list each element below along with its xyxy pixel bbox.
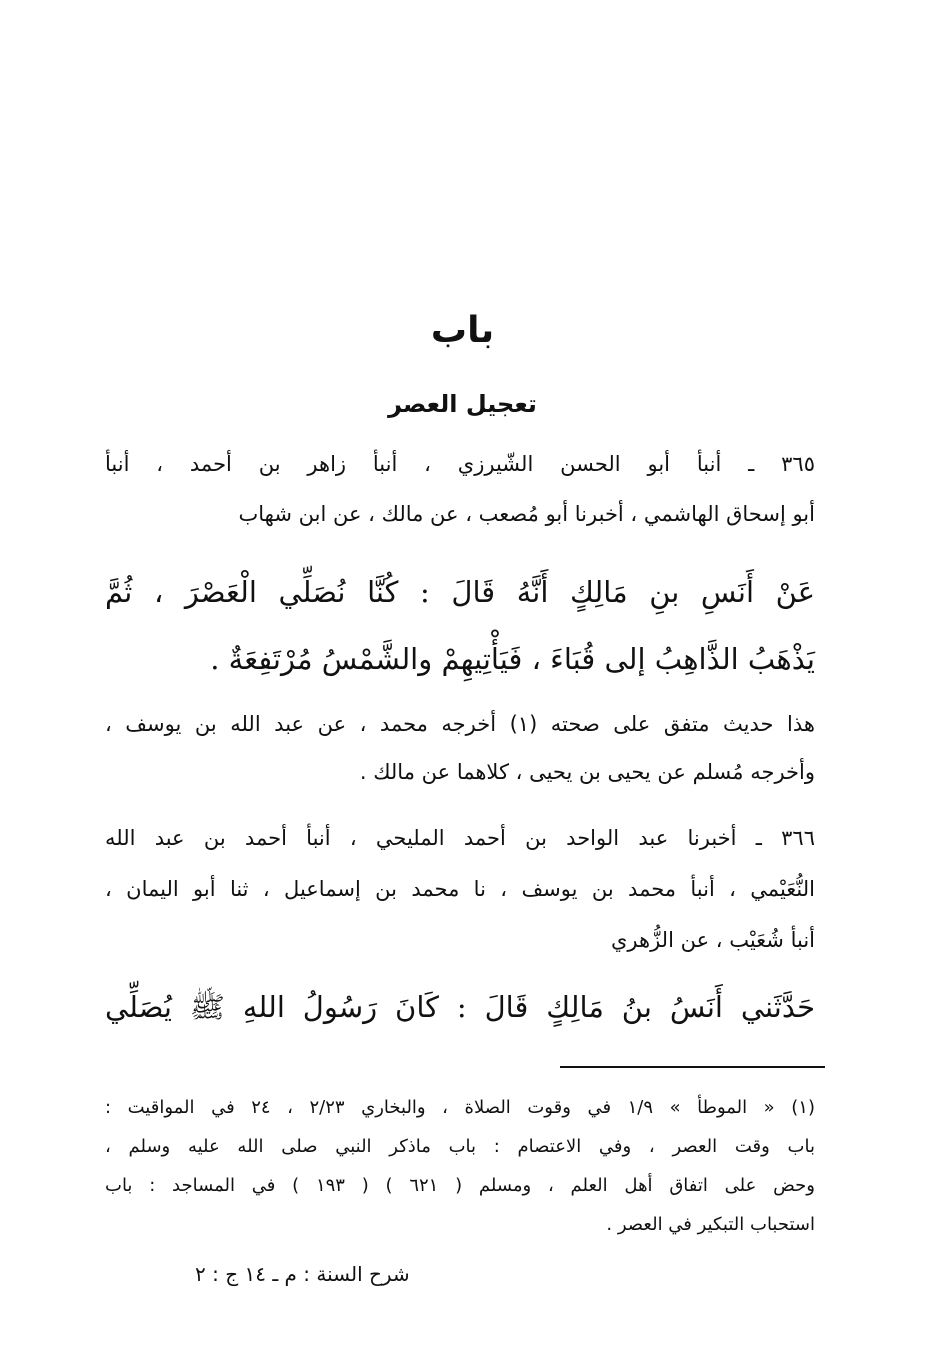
chapter-heading: باب: [430, 310, 495, 351]
hadith-366-isnad-line: ٣٦٦ ـ أخبرنا عبد الواحد بن أحمد المليحي ، أنبأ أحمد بن عبد الله: [105, 826, 815, 850]
footnote-separator: [560, 1066, 825, 1068]
signature-mark: شرح السنة : م ـ ١٤ ج : ٢: [195, 1262, 410, 1286]
hadith-365-matn-line: عَنْ أَنَسِ بنِ مَالِكٍ أَنَّهُ قَالَ : كُنَّا نُصَلِّي الْعَصْرَ ، ثُمَّ: [105, 575, 815, 609]
hadith-366-matn-line: حَدَّثَني أَنَسُ بنُ مَالِكٍ قَالَ : كَانَ رَسُولُ اللهِ ﷺ يُصَلِّي: [105, 990, 815, 1024]
hadith-365-matn-line: يَذْهَبُ الذَّاهِبُ إلى قُبَاءَ ، فَيَأْتِيهِمْ والشَّمْسُ مُرْتَفِعَةٌ .: [210, 642, 815, 676]
hadith-365-isnad-line: ٣٦٥ ـ أنبأ أبو الحسن الشّيرزي ، أنبأ زاهر بن أحمد ، أنبأ: [105, 452, 815, 476]
hadith-366-isnad-line: أنبأ شُعَيْب ، عن الزُّهري: [610, 928, 815, 952]
hadith-366-isnad-line: النُّعَيْمي ، أنبأ محمد بن يوسف ، نا محمد بن إسماعيل ، ثنا أبو اليمان ،: [105, 877, 815, 901]
hadith-365-commentary-line: هذا حديث متفق على صحته (١) أخرجه محمد ، عن عبد الله بن يوسف ،: [105, 712, 815, 736]
footnote-line: استحباب التبكير في العصر .: [606, 1214, 815, 1235]
footnote-line: باب وقت العصر ، وفي الاعتصام : باب ماذكر النبي صلى الله عليه وسلم ،: [105, 1136, 815, 1157]
hadith-365-commentary-line: وأخرجه مُسلم عن يحيى بن يحيى ، كلاهما عن مالك .: [359, 760, 815, 784]
footnote-line: وحض على اتفاق أهل العلم ، ومسلم ( ٦٢١ ) ( ١٩٣ ) في المساجد : باب: [105, 1175, 815, 1196]
hadith-365-isnad-line: أبو إسحاق الهاشمي ، أخبرنا أبو مُصعب ، عن مالك ، عن ابن شهاب: [238, 502, 815, 526]
footnote-line: (١) « الموطأ » ١/٩ في وقوت الصلاة ، والبخاري ٢/٢٣ ، ٢٤ في المواقيت :: [105, 1097, 815, 1118]
chapter-title: تعجيل العصر: [388, 390, 537, 418]
